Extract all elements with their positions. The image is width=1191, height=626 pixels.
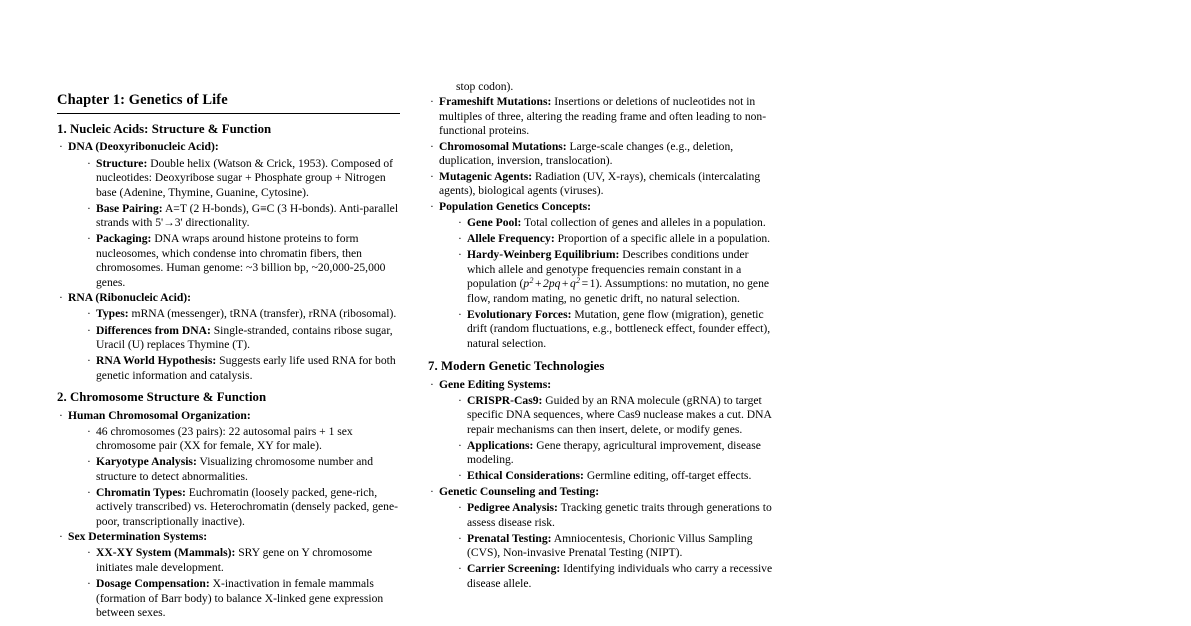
list-item-text: Types: mRNA (messenger), tRNA (transfer), rRNA (ribosomal). bbox=[96, 307, 397, 321]
list-item bbox=[68, 157, 402, 201]
group-label: RNA (Ribonucleic Acid): bbox=[68, 291, 192, 305]
item-term: Carrier Screening: bbox=[467, 562, 561, 576]
bullet-marker: · bbox=[458, 393, 462, 407]
right-column bbox=[428, 0, 773, 626]
item-term: Mutagenic Agents: bbox=[439, 169, 533, 183]
section-list bbox=[57, 409, 402, 621]
group-item bbox=[57, 530, 402, 620]
list-item bbox=[439, 308, 773, 352]
list-item-text: CRISPR-Cas9: Guided by an RNA molecule (gRNA) to target specific DNA sequences, where Cas9 nuclease makes a cut. DNA repair mechanisms can then insert, delete, or modify genes. bbox=[467, 393, 772, 436]
item-term: Hardy-Weinberg Equilibrium: bbox=[467, 248, 620, 262]
sub-list bbox=[68, 546, 402, 620]
list-item bbox=[68, 307, 402, 322]
item-term: Applications: bbox=[467, 438, 534, 452]
bullet-marker: · bbox=[87, 307, 91, 321]
bullet-marker: · bbox=[458, 562, 462, 576]
sub-list bbox=[439, 216, 773, 351]
bullet-marker: · bbox=[87, 424, 91, 438]
list-item-text: Carrier Screening: Identifying individuals who carry a recessive disease allele. bbox=[467, 562, 773, 590]
list-item-text: 46 chromosomes (23 pairs): 22 autosomal pairs + 1 sex chromosome pair (XX for female, XY for male). bbox=[96, 424, 353, 453]
list-item bbox=[439, 439, 773, 468]
item-term: Chromatin Types: bbox=[96, 485, 186, 499]
list-item bbox=[68, 232, 402, 290]
continuation-line bbox=[428, 80, 773, 95]
section-list bbox=[428, 378, 773, 592]
continuation-list bbox=[428, 80, 773, 95]
bullet-marker: · bbox=[458, 231, 462, 245]
section-heading: 7. Modern Genetic Technologies bbox=[428, 359, 605, 374]
bullet-marker: · bbox=[458, 501, 462, 515]
list-item-text: Dosage Compensation: X-inactivation in female mammals (formation of Barr body) to balance X-linked gene expression between sexes. bbox=[96, 577, 384, 620]
list-item bbox=[68, 486, 402, 530]
list-item-text: Structure: Double helix (Watson & Crick, 1953). Composed of nucleotides: Deoxyribose sugar + Phosphate group + Nitrogen base (Adenine, Thymine, Guanine, Cytosine). bbox=[96, 156, 394, 199]
item-term: Evolutionary Forces: bbox=[467, 307, 572, 321]
bullet-marker: · bbox=[430, 199, 434, 213]
bullet-marker: · bbox=[87, 201, 91, 215]
group-label: Genetic Counseling and Testing: bbox=[439, 485, 600, 499]
group-item bbox=[428, 200, 773, 351]
group-item bbox=[57, 291, 402, 383]
bullet-marker: · bbox=[87, 354, 91, 368]
bullet-marker: · bbox=[430, 95, 434, 109]
hardy-weinberg-formula: $p^2 + 2pq + q^2 = 1$ bbox=[523, 276, 596, 291]
bullet-marker: · bbox=[59, 140, 63, 154]
group-label-wrap bbox=[439, 200, 773, 215]
list-item bbox=[439, 501, 773, 530]
right-sections bbox=[428, 359, 773, 591]
bullet-marker: · bbox=[87, 232, 91, 246]
list-item bbox=[428, 140, 773, 169]
group-label-wrap bbox=[68, 140, 402, 155]
sub-list bbox=[439, 501, 773, 591]
bullet-marker: · bbox=[87, 156, 91, 170]
list-item bbox=[439, 248, 773, 306]
left-column bbox=[57, 0, 402, 626]
item-term: Allele Frequency: bbox=[467, 231, 555, 245]
group-item bbox=[57, 409, 402, 530]
population-genetics-block bbox=[428, 200, 773, 351]
list-item bbox=[439, 562, 773, 591]
list-item-text: Ethical Considerations: Germline editing, off-target effects. bbox=[467, 469, 752, 483]
title-divider bbox=[57, 113, 400, 114]
section-list bbox=[57, 140, 402, 383]
group-item bbox=[428, 378, 773, 484]
bullet-marker: · bbox=[87, 455, 91, 469]
bullet-marker: · bbox=[458, 438, 462, 452]
item-term: Frameshift Mutations: bbox=[439, 95, 552, 109]
bullet-marker: · bbox=[458, 215, 462, 229]
bullet-marker: · bbox=[59, 291, 63, 305]
left-sections bbox=[57, 122, 402, 621]
bullet-marker: · bbox=[458, 307, 462, 321]
group-label-wrap bbox=[68, 291, 402, 306]
list-item-text: Mutagenic Agents: Radiation (UV, X-rays), chemicals (intercalating agents), biological agents (viruses). bbox=[439, 169, 761, 198]
list-item bbox=[439, 232, 773, 247]
list-item-text: Allele Frequency: Proportion of a specific allele in a population. bbox=[467, 231, 771, 245]
list-item-text: RNA World Hypothesis: Suggests early life used RNA for both genetic information and catalysis. bbox=[96, 354, 396, 382]
list-item-text: Chromatin Types: Euchromatin (loosely packed, gene-rich, actively transcribed) vs. Heterochromatin (densely packed, gene-poor, transcriptionally inactive). bbox=[96, 485, 398, 528]
item-term: XX-XY System (Mammals): bbox=[96, 546, 236, 560]
list-item bbox=[428, 95, 773, 139]
group-label-wrap bbox=[439, 485, 773, 500]
bullet-marker: · bbox=[87, 485, 91, 499]
bullet-marker: · bbox=[430, 377, 434, 391]
group-label-wrap bbox=[68, 409, 402, 424]
bullet-marker: · bbox=[59, 408, 63, 422]
list-item-text: Packaging: DNA wraps around histone proteins to form nucleosomes, which condense into chromatin fibers, then chromosomes. Human genome: ~3 billion bp, ~20,000-25,000 genes. bbox=[96, 232, 386, 289]
item-term: Base Pairing: bbox=[96, 201, 163, 215]
list-item bbox=[68, 202, 402, 231]
group-item bbox=[57, 140, 402, 290]
list-item-text: Frameshift Mutations: Insertions or deletions of nucleotides not in multiples of three, altering the reading frame and often leading to non-functional proteins. bbox=[439, 95, 767, 138]
bullet-marker: · bbox=[458, 469, 462, 483]
list-item-text: Pedigree Analysis: Tracking genetic traits through generations to assess disease risk. bbox=[467, 501, 772, 529]
item-term: Prenatal Testing: bbox=[467, 531, 552, 545]
continuation-text: stop codon). bbox=[456, 79, 514, 93]
group-label: DNA (Deoxyribonucleic Acid): bbox=[68, 140, 219, 154]
item-term: RNA World Hypothesis: bbox=[96, 354, 217, 368]
group-label-wrap bbox=[439, 378, 773, 393]
bullet-marker: · bbox=[458, 248, 462, 262]
group-label-wrap bbox=[68, 530, 402, 545]
list-item-text: Karyotype Analysis: Visualizing chromosome number and structure to detect abnormalities. bbox=[96, 455, 374, 483]
bullet-marker: · bbox=[458, 531, 462, 545]
item-term: Types: bbox=[96, 307, 129, 321]
list-item bbox=[68, 425, 402, 454]
item-term: Differences from DNA: bbox=[96, 323, 211, 337]
bullet-marker: · bbox=[430, 169, 434, 183]
group-label: Human Chromosomal Organization: bbox=[68, 408, 251, 422]
list-item bbox=[68, 324, 402, 353]
list-item-text: Hardy-Weinberg Equilibrium: Describes conditions under which allele and genotype frequencies remain constant in a population $(p^2 + 2pq + q^2 = 1)$. Assumptions: no mutation, no gene flow, random mating, no genetic drift, no natural selection. bbox=[467, 248, 770, 305]
item-term: CRISPR-Cas9: bbox=[467, 393, 543, 407]
continuation-block bbox=[428, 80, 773, 199]
item-term: Ethical Considerations: bbox=[467, 469, 584, 483]
sub-list bbox=[68, 307, 402, 383]
list-item-text: Evolutionary Forces: Mutation, gene flow (migration), genetic drift (random fluctuations, e.g., bottleneck effect, founder effect), natural selection. bbox=[467, 307, 771, 350]
sub-list bbox=[68, 425, 402, 530]
list-item-text: Base Pairing: A=T (2 H-bonds), G≡C (3 H-bonds). Anti-parallel strands with 5'→3' directionality. bbox=[96, 201, 399, 230]
bullet-marker: · bbox=[430, 139, 434, 153]
list-item bbox=[68, 455, 402, 484]
list-item bbox=[439, 532, 773, 561]
population-genetics-list bbox=[428, 200, 773, 351]
list-item bbox=[68, 546, 402, 575]
item-term: Pedigree Analysis: bbox=[467, 501, 558, 515]
group-label: Sex Determination Systems: bbox=[68, 530, 208, 544]
section-heading: 1. Nucleic Acids: Structure & Function bbox=[57, 122, 272, 137]
item-term: Packaging: bbox=[96, 232, 152, 246]
list-item bbox=[68, 354, 402, 383]
sub-list bbox=[68, 157, 402, 291]
group-item bbox=[428, 485, 773, 591]
list-item-text: Applications: Gene therapy, agricultural improvement, disease modeling. bbox=[467, 438, 761, 467]
list-item-text: Gene Pool: Total collection of genes and alleles in a population. bbox=[467, 215, 766, 229]
page-title: Chapter 1: Genetics of Life bbox=[57, 92, 228, 108]
list-item bbox=[439, 469, 773, 484]
section-heading: 2. Chromosome Structure & Function bbox=[57, 390, 267, 405]
bullet-marker: · bbox=[87, 577, 91, 591]
bullet-marker: · bbox=[59, 530, 63, 544]
item-term: Gene Pool: bbox=[467, 215, 522, 229]
list-item bbox=[428, 170, 773, 199]
group-label: Gene Editing Systems: bbox=[439, 377, 552, 391]
sub-list bbox=[439, 394, 773, 484]
list-item-text: Chromosomal Mutations: Large-scale changes (e.g., deletion, duplication, inversion, translocation). bbox=[439, 139, 734, 168]
item-term: Structure: bbox=[96, 156, 148, 170]
list-item-text: Differences from DNA: Single-stranded, contains ribose sugar, Uracil (U) replaces Thymine (T). bbox=[96, 323, 393, 352]
orphan-list bbox=[428, 95, 773, 199]
bullet-marker: · bbox=[87, 323, 91, 337]
list-item bbox=[439, 394, 773, 438]
item-term: Chromosomal Mutations: bbox=[439, 139, 567, 153]
list-item bbox=[68, 577, 402, 621]
list-item-text: Prenatal Testing: Amniocentesis, Chorionic Villus Sampling (CVS), Non-invasive Prenatal Testing (NIPT). bbox=[467, 531, 753, 560]
bullet-marker: · bbox=[430, 485, 434, 499]
item-term: Dosage Compensation: bbox=[96, 577, 210, 591]
list-item bbox=[439, 216, 773, 231]
bullet-marker: · bbox=[87, 546, 91, 560]
item-term: Karyotype Analysis: bbox=[96, 455, 197, 469]
group-label: Population Genetics Concepts: bbox=[439, 199, 592, 213]
list-item-text: XX-XY System (Mammals): SRY gene on Y chromosome initiates male development. bbox=[96, 546, 373, 575]
